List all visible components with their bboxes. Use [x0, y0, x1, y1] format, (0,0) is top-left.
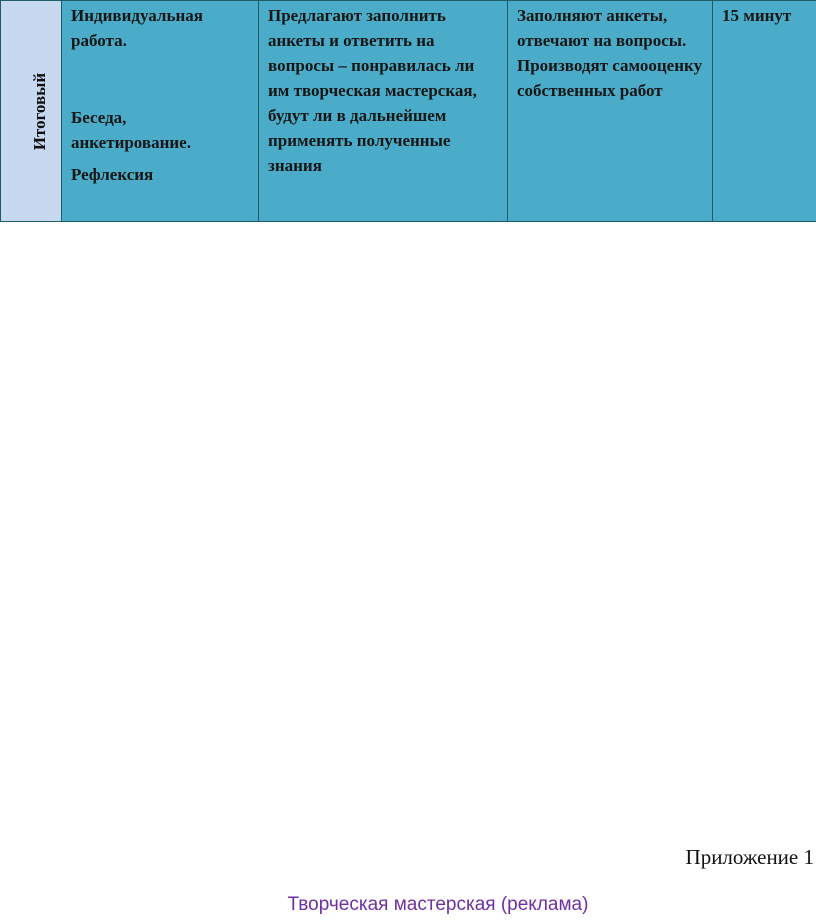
student-activity-text: Заполняют анкеты, отвечают на вопросы. Производят самооценку собственных работ	[517, 6, 703, 100]
methods-line-conversation: Беседа, анкетирование.	[71, 108, 191, 152]
student-activity-cell	[508, 1, 713, 222]
lesson-plan-table	[0, 0, 816, 222]
methods-line-reflection: Рефлексия	[71, 165, 154, 184]
methods-cell	[62, 1, 259, 222]
caption-title: Творческая мастерская (реклама)	[287, 894, 589, 915]
duration-text: 15 минут	[722, 6, 792, 25]
appendix-label: Приложение 1	[685, 845, 814, 869]
stage-label: Итоговый	[30, 72, 50, 150]
teacher-activity-cell	[259, 1, 508, 222]
duration-cell	[713, 1, 816, 222]
methods-line-individual: Индивидуальная работа.	[71, 6, 203, 50]
teacher-activity-text: Предлагают заполнить анкеты и ответить на вопросы – понравилась ли им творческая мастерская, будут ли в дальнейшем применять полученные знания	[268, 6, 477, 175]
stage-cell	[1, 1, 62, 222]
table-row	[1, 1, 816, 222]
